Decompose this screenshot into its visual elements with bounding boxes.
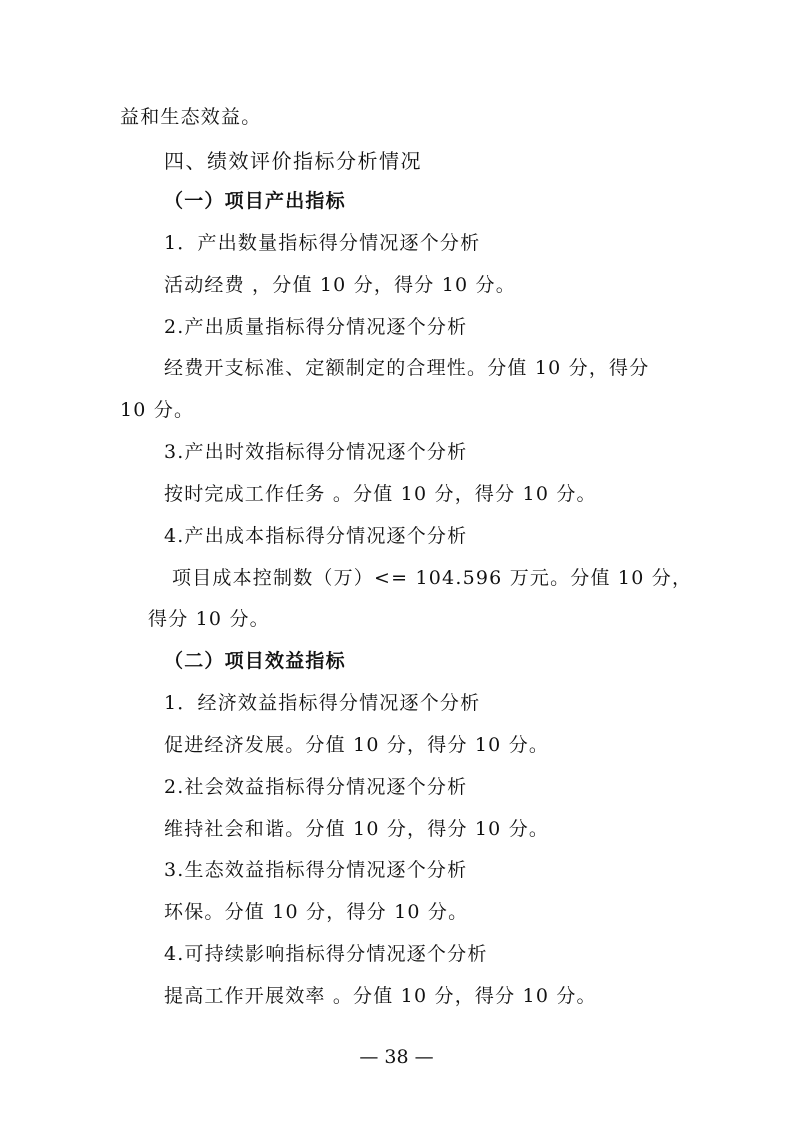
item-heading-quality: 2.产出质量指标得分情况逐个分析 (164, 316, 468, 338)
item-heading-economic: 1．经济效益指标得分情况逐个分析 (164, 692, 481, 714)
item-text-economic: 促进经济发展。分值 10 分，得分 10 分。 (164, 734, 550, 756)
section-heading-4: 四、绩效评价指标分析情况 (164, 149, 422, 173)
item-text-social: 维持社会和谐。分值 10 分，得分 10 分。 (164, 818, 550, 840)
item-text-ecological: 环保。分值 10 分，得分 10 分。 (164, 901, 469, 923)
item-text-sustainability: 提高工作开展效率 。分值 10 分，得分 10 分。 (164, 985, 597, 1007)
subsection-heading-output: （一）项目产出指标 (164, 190, 346, 212)
subsection-heading-benefit: （二）项目效益指标 (164, 650, 346, 672)
item-heading-ecological: 3.生态效益指标得分情况逐个分析 (164, 859, 468, 881)
item-text-quality: 经费开支标准、定额制定的合理性。分值 10 分，得分 (164, 357, 650, 379)
item-heading-timeliness: 3.产出时效指标得分情况逐个分析 (164, 441, 468, 463)
continuation-text: 益和生态效益。 (120, 106, 262, 128)
item-heading-cost: 4.产出成本指标得分情况逐个分析 (164, 525, 468, 547)
item-heading-social: 2.社会效益指标得分情况逐个分析 (164, 776, 468, 798)
item-text-quantity: 活动经费 ，分值 10 分，得分 10 分。 (164, 274, 516, 296)
item-text-timeliness: 按时完成工作任务 。分值 10 分，得分 10 分。 (164, 483, 597, 505)
page-number: — 38 — (359, 1046, 434, 1068)
item-heading-sustainability: 4.可持续影响指标得分情况逐个分析 (164, 943, 488, 965)
item-text-quality-cont: 10 分。 (120, 399, 195, 421)
item-text-cost-cont: 得分 10 分。 (148, 608, 270, 630)
item-text-cost: 项目成本控制数（万）<= 104.596 万元。分值 10 分， (172, 567, 693, 589)
item-heading-quantity: 1．产出数量指标得分情况逐个分析 (164, 232, 481, 254)
